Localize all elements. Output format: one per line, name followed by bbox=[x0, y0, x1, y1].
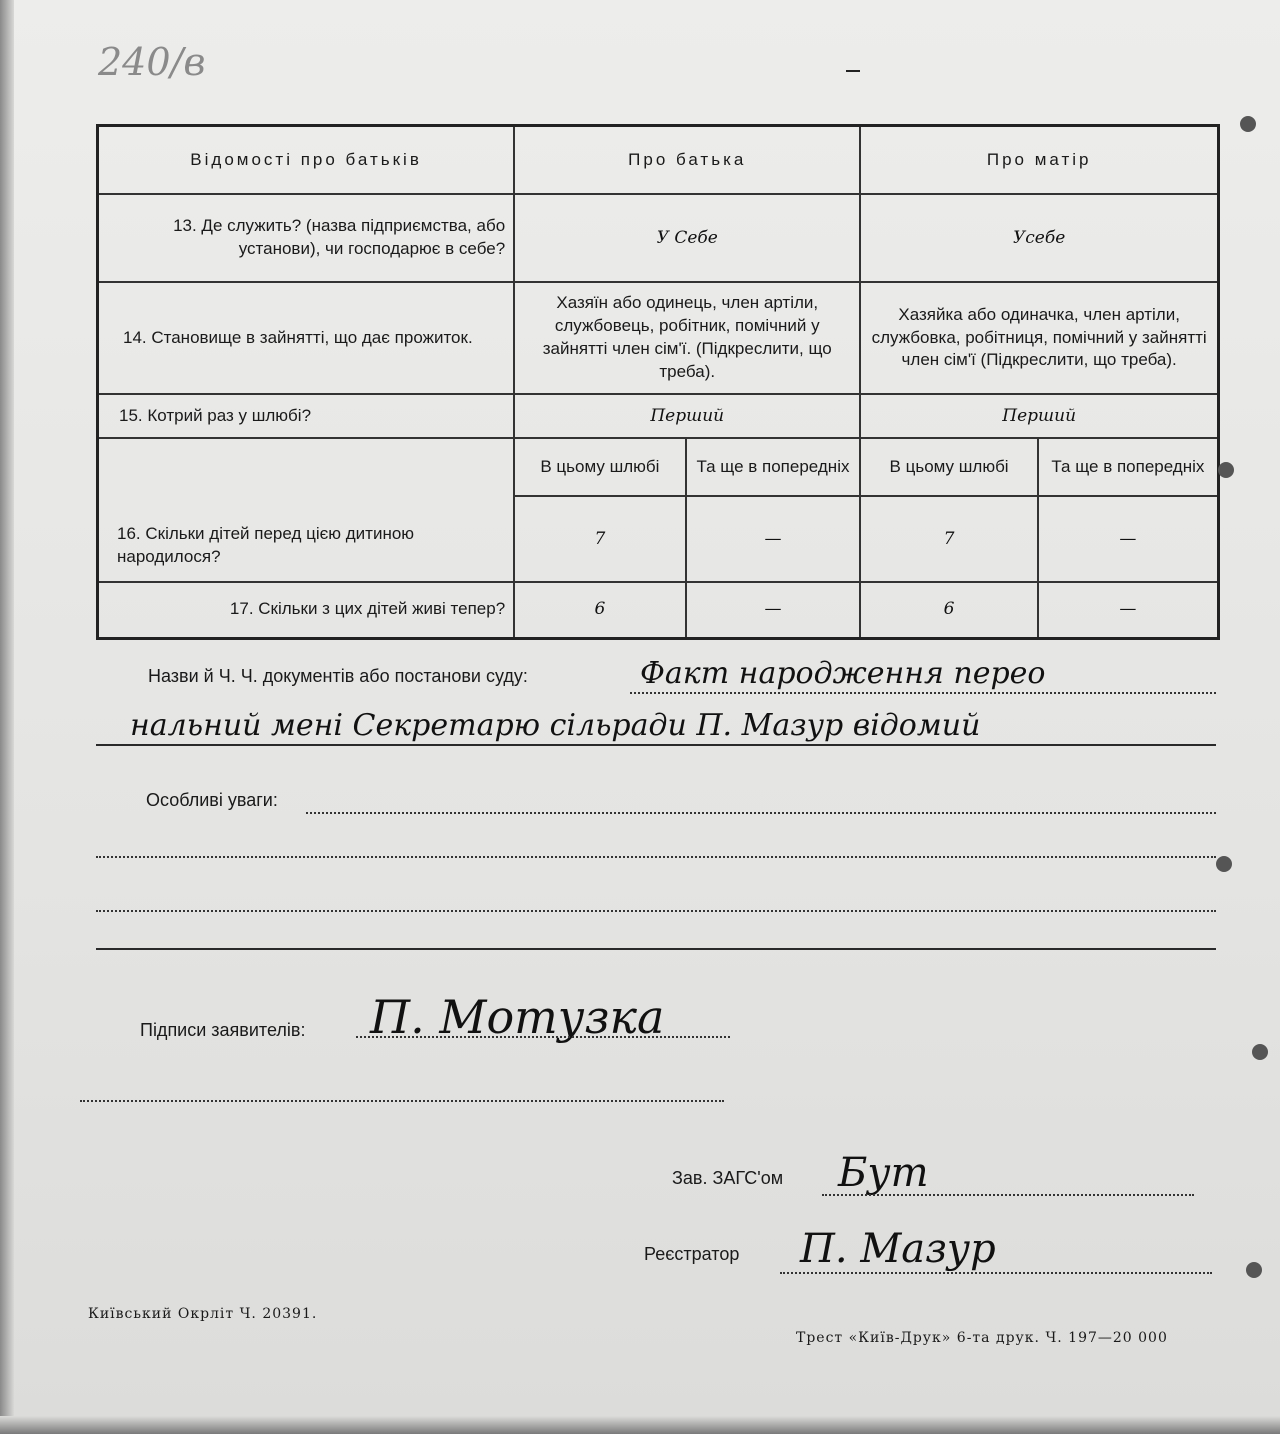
documents-line2: нальний мені Секретарю сільради П. Мазур відомий bbox=[130, 708, 981, 743]
remarks-bottom-rule bbox=[96, 948, 1216, 950]
documents-line1: Факт народження перео bbox=[640, 656, 1046, 691]
subhead-mother-prev: Та ще в попередніх bbox=[1038, 438, 1219, 496]
header-father: Про батька bbox=[514, 126, 860, 195]
applicants-line bbox=[356, 1036, 730, 1038]
q17-mother-prev: — bbox=[1038, 582, 1219, 638]
footer-left: Київський Окрліт Ч. 20391. bbox=[88, 1306, 318, 1322]
header-mother: Про матір bbox=[860, 126, 1218, 195]
q14-father: Хазяїн або одинець, член артіли, службовець, робітник, помічний у зайнятті член сім'ї. (Підкреслити, що треба). bbox=[514, 282, 860, 394]
subhead-father-prev: Та ще в попередніх bbox=[686, 438, 861, 496]
remarks-line-1 bbox=[306, 812, 1216, 814]
q16-father-this: 7 bbox=[514, 496, 686, 582]
q14-question: 14. Становище в зайнятті, що дає прожиток. bbox=[98, 282, 515, 394]
row-q13 bbox=[98, 194, 1219, 282]
head-line bbox=[822, 1194, 1194, 1196]
header-info: Відомості про батьків bbox=[98, 126, 515, 195]
head-label: Зав. ЗАГС'ом bbox=[672, 1168, 784, 1188]
registrar-line bbox=[780, 1272, 1212, 1274]
archive-number: 240/в bbox=[98, 40, 206, 84]
q15-mother: Перший bbox=[860, 394, 1218, 438]
q17-father-prev: — bbox=[686, 582, 861, 638]
remarks-line-3 bbox=[96, 910, 1216, 912]
parents-info-table bbox=[96, 124, 1220, 640]
page-edge-left bbox=[0, 0, 14, 1434]
documents-label: Назви й Ч. Ч. документів або постанови суду: bbox=[148, 666, 528, 686]
q17-father-this: 6 bbox=[514, 582, 686, 638]
head-signature: Бут bbox=[838, 1150, 929, 1196]
applicants-line-2 bbox=[80, 1100, 724, 1102]
applicants-signature: П. Мотузка bbox=[370, 990, 665, 1044]
q13-mother: Усебе bbox=[860, 194, 1218, 282]
q16-mother-prev: — bbox=[1038, 496, 1219, 582]
footer-right: Трест «Київ-Друк» 6-та друк. Ч. 197—20 000 bbox=[796, 1330, 1168, 1346]
q13-father: У Себе bbox=[514, 194, 860, 282]
remarks-label: Особливі уваги: bbox=[146, 790, 278, 810]
punch-hole bbox=[1246, 1262, 1262, 1278]
q15-question: 15. Котрий раз у шлюбі? bbox=[98, 394, 515, 438]
q16-question: 16. Скільки дітей перед цією дитиною народилося? bbox=[98, 438, 515, 582]
punch-hole bbox=[1216, 856, 1232, 872]
subhead-father-this: В цьому шлюбі bbox=[514, 438, 686, 496]
subhead-mother-this: В цьому шлюбі bbox=[860, 438, 1037, 496]
applicants-label: Підписи заявителів: bbox=[140, 1020, 306, 1040]
mark-dash bbox=[846, 70, 860, 72]
page-edge-bottom bbox=[0, 1416, 1280, 1434]
row-subheads bbox=[98, 438, 1219, 496]
q14-mother: Хазяйка або одиначка, член артіли, службовка, робітниця, помічний у зайнятті член сім'ї (Підкреслити, що треба). bbox=[860, 282, 1218, 394]
q17-mother-this: 6 bbox=[860, 582, 1037, 638]
q17-question: 17. Скільки з цих дітей живі тепер? bbox=[98, 582, 515, 638]
row-q14 bbox=[98, 282, 1219, 394]
documents-line1-rule bbox=[630, 690, 1216, 694]
punch-hole bbox=[1218, 462, 1234, 478]
q16-mother-this: 7 bbox=[860, 496, 1037, 582]
registrar-label: Реєстратор bbox=[644, 1244, 740, 1264]
row-q15 bbox=[98, 394, 1219, 438]
row-q17 bbox=[98, 582, 1219, 638]
q13-question: 13. Де служить? (назва підприємства, або установи), чи господарює в себе? bbox=[98, 194, 515, 282]
registrar-signature: П. Мазур bbox=[800, 1226, 996, 1272]
q15-father: Перший bbox=[514, 394, 860, 438]
q16-father-prev: — bbox=[686, 496, 861, 582]
documents-line2-rule bbox=[96, 744, 1216, 746]
punch-hole bbox=[1240, 116, 1256, 132]
punch-hole bbox=[1252, 1044, 1268, 1060]
remarks-line-2 bbox=[96, 856, 1216, 858]
table-header-row bbox=[98, 126, 1219, 195]
